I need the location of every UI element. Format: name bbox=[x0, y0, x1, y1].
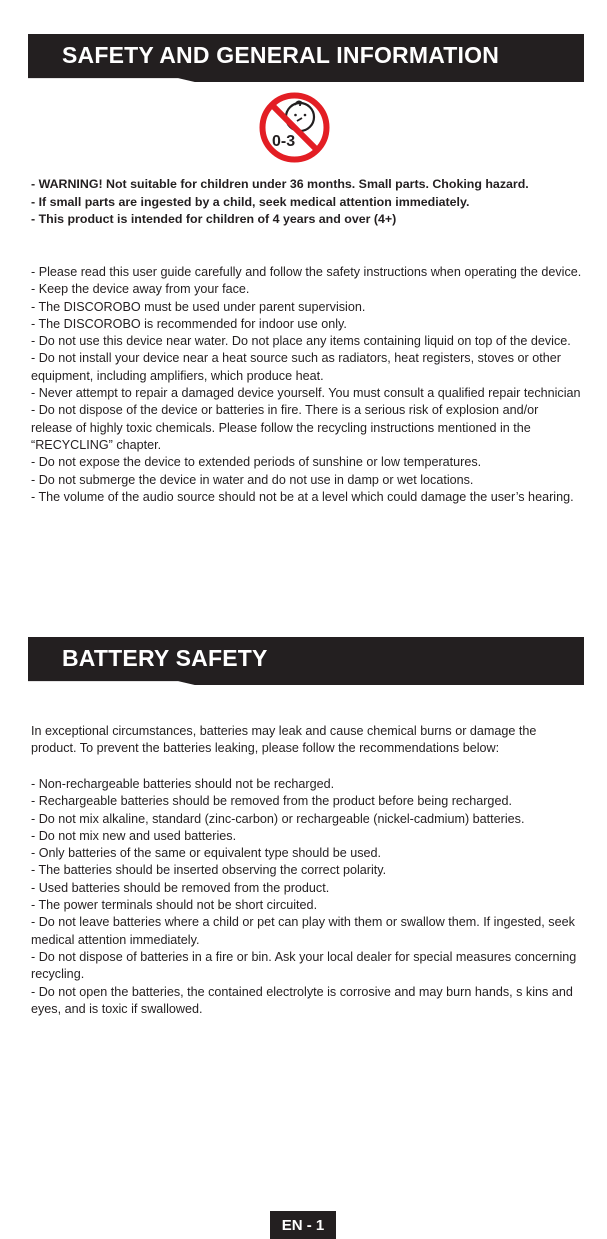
list-item: - Do not open the batteries, the contained electrolyte is corrosive and may burn hands, s kins and eyes, and is toxic if swallowed. bbox=[31, 984, 573, 1016]
age-range-label: 0-3 bbox=[272, 133, 296, 150]
section-banner-safety bbox=[28, 34, 584, 82]
list-item: - The DISCOROBO is recommended for indoor use only. bbox=[31, 316, 347, 331]
safety-instructions-list bbox=[31, 264, 583, 506]
list-item: - The batteries should be inserted observing the correct polarity. bbox=[31, 863, 387, 878]
warning-line: - If small parts are ingested by a child, seek medical attention immediately. bbox=[31, 194, 470, 209]
list-item: - Do not expose the device to extended periods of sunshine or low temperatures. bbox=[31, 455, 482, 470]
battery-instructions-list bbox=[31, 776, 583, 1018]
list-item: - Do not use this device near water. Do not place any items containing liquid on top of the device. bbox=[31, 334, 571, 349]
list-item: - Do not dispose of batteries in a fire or bin. Ask your local dealer for special measures concerning recycling. bbox=[31, 949, 577, 982]
list-item: - Do not mix alkaline, standard (zinc-carbon) or rechargeable (nickel-cadmium) batteries. bbox=[31, 811, 525, 826]
section-title-safety: SAFETY AND GENERAL INFORMATION bbox=[62, 42, 500, 68]
list-item: - Please read this user guide carefully and follow the safety instructions when operating the device. bbox=[31, 265, 582, 279]
list-item: - Do not submerge the device in water and do not use in damp or wet locations. bbox=[31, 472, 474, 487]
list-item: - Rechargeable batteries should be removed from the product before being recharged. bbox=[31, 794, 512, 809]
list-item: - Do not install your device near a heat source such as radiators, heat registers, stoves or other equipment, including amplifiers, which produce heat. bbox=[31, 351, 561, 383]
list-item: - Used batteries should be removed from the product. bbox=[31, 880, 330, 895]
list-item: - The power terminals should not be short circuited. bbox=[31, 898, 318, 913]
list-item: - Do not dispose of the device or batteries in fire. There is a serious risk of explosion and/or release of highly toxic chemicals. Please follow the recycling instructions mentioned in the “RECYCLING” chapter. bbox=[31, 403, 539, 452]
battery-intro bbox=[31, 723, 583, 758]
warning-line: - WARNING! Not suitable for children under 36 months. Small parts. Choking hazard. bbox=[31, 177, 529, 191]
list-item: - Do not leave batteries where a child or pet can play with them or swallow them. If ingested, seek medical attention immediately. bbox=[31, 915, 575, 947]
section-title-battery: BATTERY SAFETY bbox=[62, 645, 268, 671]
warning-list bbox=[31, 176, 591, 229]
no-children-under-3-icon bbox=[258, 91, 331, 164]
list-item: - Do not mix new and used batteries. bbox=[31, 828, 237, 843]
list-item: - Non-rechargeable batteries should not be recharged. bbox=[31, 777, 335, 791]
warning-line: - This product is intended for children of 4 years and over (4+) bbox=[31, 212, 397, 226]
page-number: EN - 1 bbox=[270, 1211, 336, 1239]
list-item: - The DISCOROBO must be used under parent supervision. bbox=[31, 299, 366, 314]
intro-paragraph: In exceptional circumstances, batteries may leak and cause chemical burns or damage the product. To prevent the batteries leaking, please follow the recommendations below: bbox=[31, 724, 537, 756]
list-item: - Never attempt to repair a damaged device yourself. You must consult a qualified repair technician bbox=[31, 386, 581, 401]
list-item: - The volume of the audio source should not be at a level which could damage the user’s hearing. bbox=[31, 489, 574, 504]
section-banner-battery bbox=[28, 637, 584, 685]
list-item: - Only batteries of the same or equivalent type should be used. bbox=[31, 846, 382, 861]
list-item: - Keep the device away from your face. bbox=[31, 282, 250, 297]
